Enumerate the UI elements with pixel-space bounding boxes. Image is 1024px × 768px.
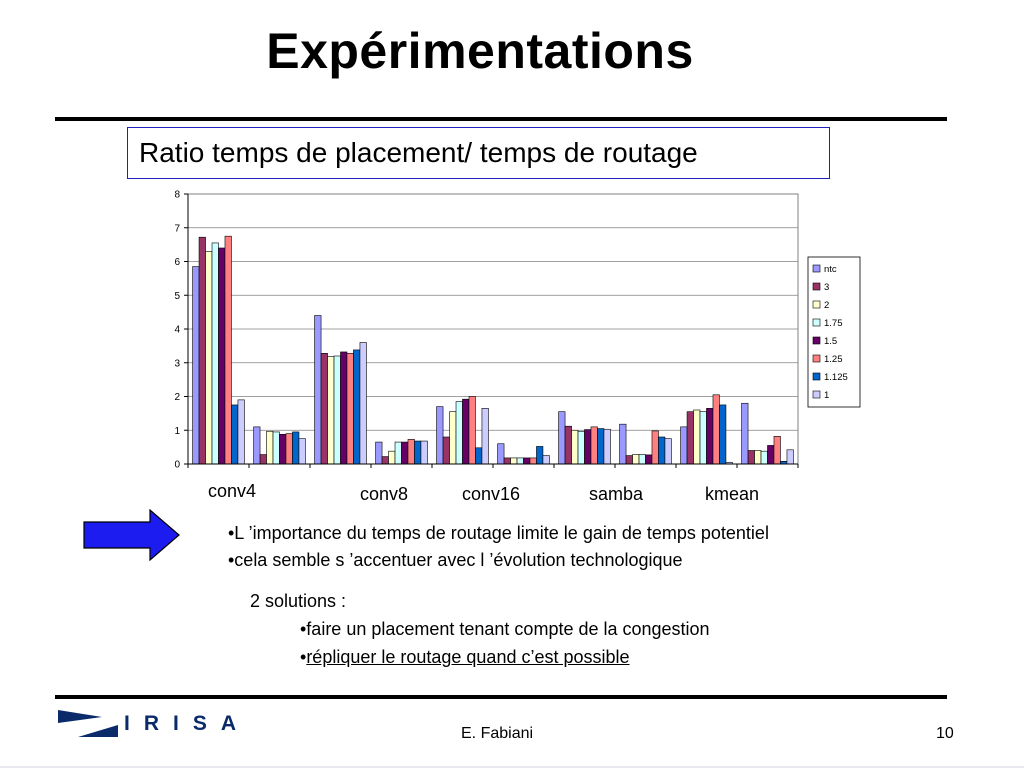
bar-1_5 (280, 434, 286, 464)
solution-bullet: • (300, 647, 307, 667)
bar-3 (626, 456, 632, 464)
legend-swatch (813, 355, 820, 362)
bar-2 (206, 251, 212, 464)
bar-1_125 (597, 429, 603, 464)
bar-1_75 (334, 356, 340, 464)
bar-1_5 (585, 430, 591, 464)
bar-1_75 (456, 402, 462, 464)
bullet-item: •cela semble s ’accentuer avec l ’évolution technologique (228, 550, 683, 570)
bar-1_25 (591, 427, 597, 464)
bar-1 (543, 456, 549, 464)
bar-3 (443, 437, 449, 464)
legend-swatch (813, 337, 820, 344)
footer-author: E. Fabiani (461, 725, 534, 742)
bar-1_5 (646, 455, 652, 464)
legend-swatch (813, 319, 820, 326)
slide-title: Expérimentations (266, 23, 694, 79)
bar-1_75 (212, 243, 218, 464)
bar-ntc (742, 403, 748, 464)
solution-underlined-text: répliquer le routage quand c’est possible (306, 647, 630, 667)
y-tick-label: 3 (174, 358, 180, 370)
bar-1 (299, 439, 305, 464)
bar-1_25 (713, 395, 719, 464)
bullet-list (228, 520, 769, 574)
bar-ntc (315, 316, 321, 465)
y-tick-label: 8 (174, 189, 180, 201)
bar-ntc (193, 267, 199, 464)
bar-1_75 (517, 458, 523, 464)
legend-label: 1.75 (824, 318, 843, 329)
bar-1_25 (469, 397, 475, 465)
bar-3 (748, 451, 754, 465)
legend-swatch (813, 283, 820, 290)
bar-1_75 (700, 412, 706, 464)
bar-1_25 (347, 353, 353, 464)
legend-swatch (813, 373, 820, 380)
x-category-label: conv16 (461, 484, 521, 504)
legend-label: 1.5 (824, 336, 838, 347)
chart-title-box: Ratio temps de placement/ temps de routage (127, 127, 830, 179)
bar-1_75 (761, 451, 767, 464)
bar-2 (389, 451, 395, 464)
bottom-divider (55, 695, 947, 699)
bar-1_5 (768, 445, 774, 464)
solution-item: •faire un placement tenant compte de la congestion (300, 619, 710, 639)
bar-1_125 (414, 441, 420, 464)
legend-label: 2 (824, 300, 830, 311)
legend-label: 1.25 (824, 354, 843, 365)
bar-1 (787, 450, 793, 464)
bar-1_125 (231, 405, 237, 464)
bar-ntc (437, 407, 443, 464)
bar-2 (694, 410, 700, 464)
bar-2 (328, 357, 334, 464)
irisa-logo-icon (58, 707, 120, 741)
legend-swatch (813, 301, 820, 308)
bar-3 (260, 455, 266, 464)
bar-2 (633, 455, 639, 464)
bar-1_25 (530, 458, 536, 464)
bar-3 (504, 458, 510, 464)
logo-wordmark: IRISA (124, 712, 251, 735)
bar-1_25 (225, 236, 231, 464)
bar-1_125 (292, 432, 298, 464)
y-tick-label: 4 (174, 324, 180, 336)
bar-1_5 (341, 352, 347, 464)
bar-ntc (559, 412, 565, 464)
bar-1 (238, 400, 244, 464)
bar-1_125 (475, 448, 481, 464)
legend-swatch (813, 265, 820, 272)
legend-label: 1.125 (824, 372, 848, 383)
bar-1_5 (707, 408, 713, 464)
bullet-item: •L ’importance du temps de routage limite le gain de temps potentiel (228, 523, 769, 543)
legend-box (808, 257, 860, 407)
bar-3 (687, 412, 693, 464)
x-category-label: kmean (704, 484, 760, 504)
x-category-label: conv4 (207, 481, 257, 501)
y-tick-label: 0 (174, 459, 180, 471)
bar-1_5 (219, 248, 225, 464)
bar-1_5 (463, 399, 469, 464)
bar-chart (140, 180, 880, 505)
x-category-label: conv8 (359, 484, 409, 504)
x-category-label: samba (588, 484, 644, 504)
bar-1_5 (402, 442, 408, 464)
bar-1_75 (395, 442, 401, 464)
y-tick-label: 6 (174, 257, 180, 268)
bar-2 (511, 458, 517, 464)
legend-swatch (813, 391, 820, 398)
bar-1 (360, 343, 366, 465)
bar-ntc (376, 442, 382, 464)
bar-ntc (681, 427, 687, 464)
bar-3 (199, 237, 205, 464)
y-tick-label: 2 (174, 392, 180, 403)
bar-ntc (254, 427, 260, 464)
bar-3 (565, 426, 571, 464)
y-tick-label: 1 (174, 425, 180, 437)
bar-1_25 (408, 439, 414, 464)
bar-1_25 (652, 431, 658, 464)
bar-2 (572, 430, 578, 464)
bar-1 (482, 408, 488, 464)
bar-1_125 (719, 405, 725, 464)
bar-1 (665, 439, 671, 464)
bar-1_75 (639, 455, 645, 464)
bar-ntc (620, 424, 626, 464)
bar-1 (421, 441, 427, 464)
legend-label: 1 (824, 390, 830, 401)
top-divider (55, 117, 947, 121)
solutions-label: 2 solutions : (250, 591, 347, 611)
bar-1_75 (273, 432, 279, 464)
bar-1_75 (578, 431, 584, 464)
legend-label: ntc (824, 264, 837, 275)
bar-1_125 (536, 446, 542, 464)
bar-1 (604, 429, 610, 464)
y-tick-label: 5 (174, 290, 180, 302)
bar-1_125 (353, 350, 359, 464)
solution-list (300, 615, 710, 671)
legend-label: 3 (824, 282, 830, 293)
bar-3 (382, 457, 388, 464)
right-arrow-icon (83, 509, 181, 561)
bar-ntc (498, 444, 504, 464)
bar-2 (267, 431, 273, 464)
solution-item (300, 643, 710, 671)
bar-1_5 (524, 458, 530, 464)
bar-1_25 (286, 434, 292, 464)
bar-2 (450, 412, 456, 464)
bar-3 (321, 353, 327, 464)
bar-1_125 (658, 437, 664, 464)
y-tick-label: 7 (174, 223, 180, 235)
bar-1_25 (774, 436, 780, 464)
bar-2 (755, 451, 761, 465)
page-number: 10 (936, 725, 954, 742)
